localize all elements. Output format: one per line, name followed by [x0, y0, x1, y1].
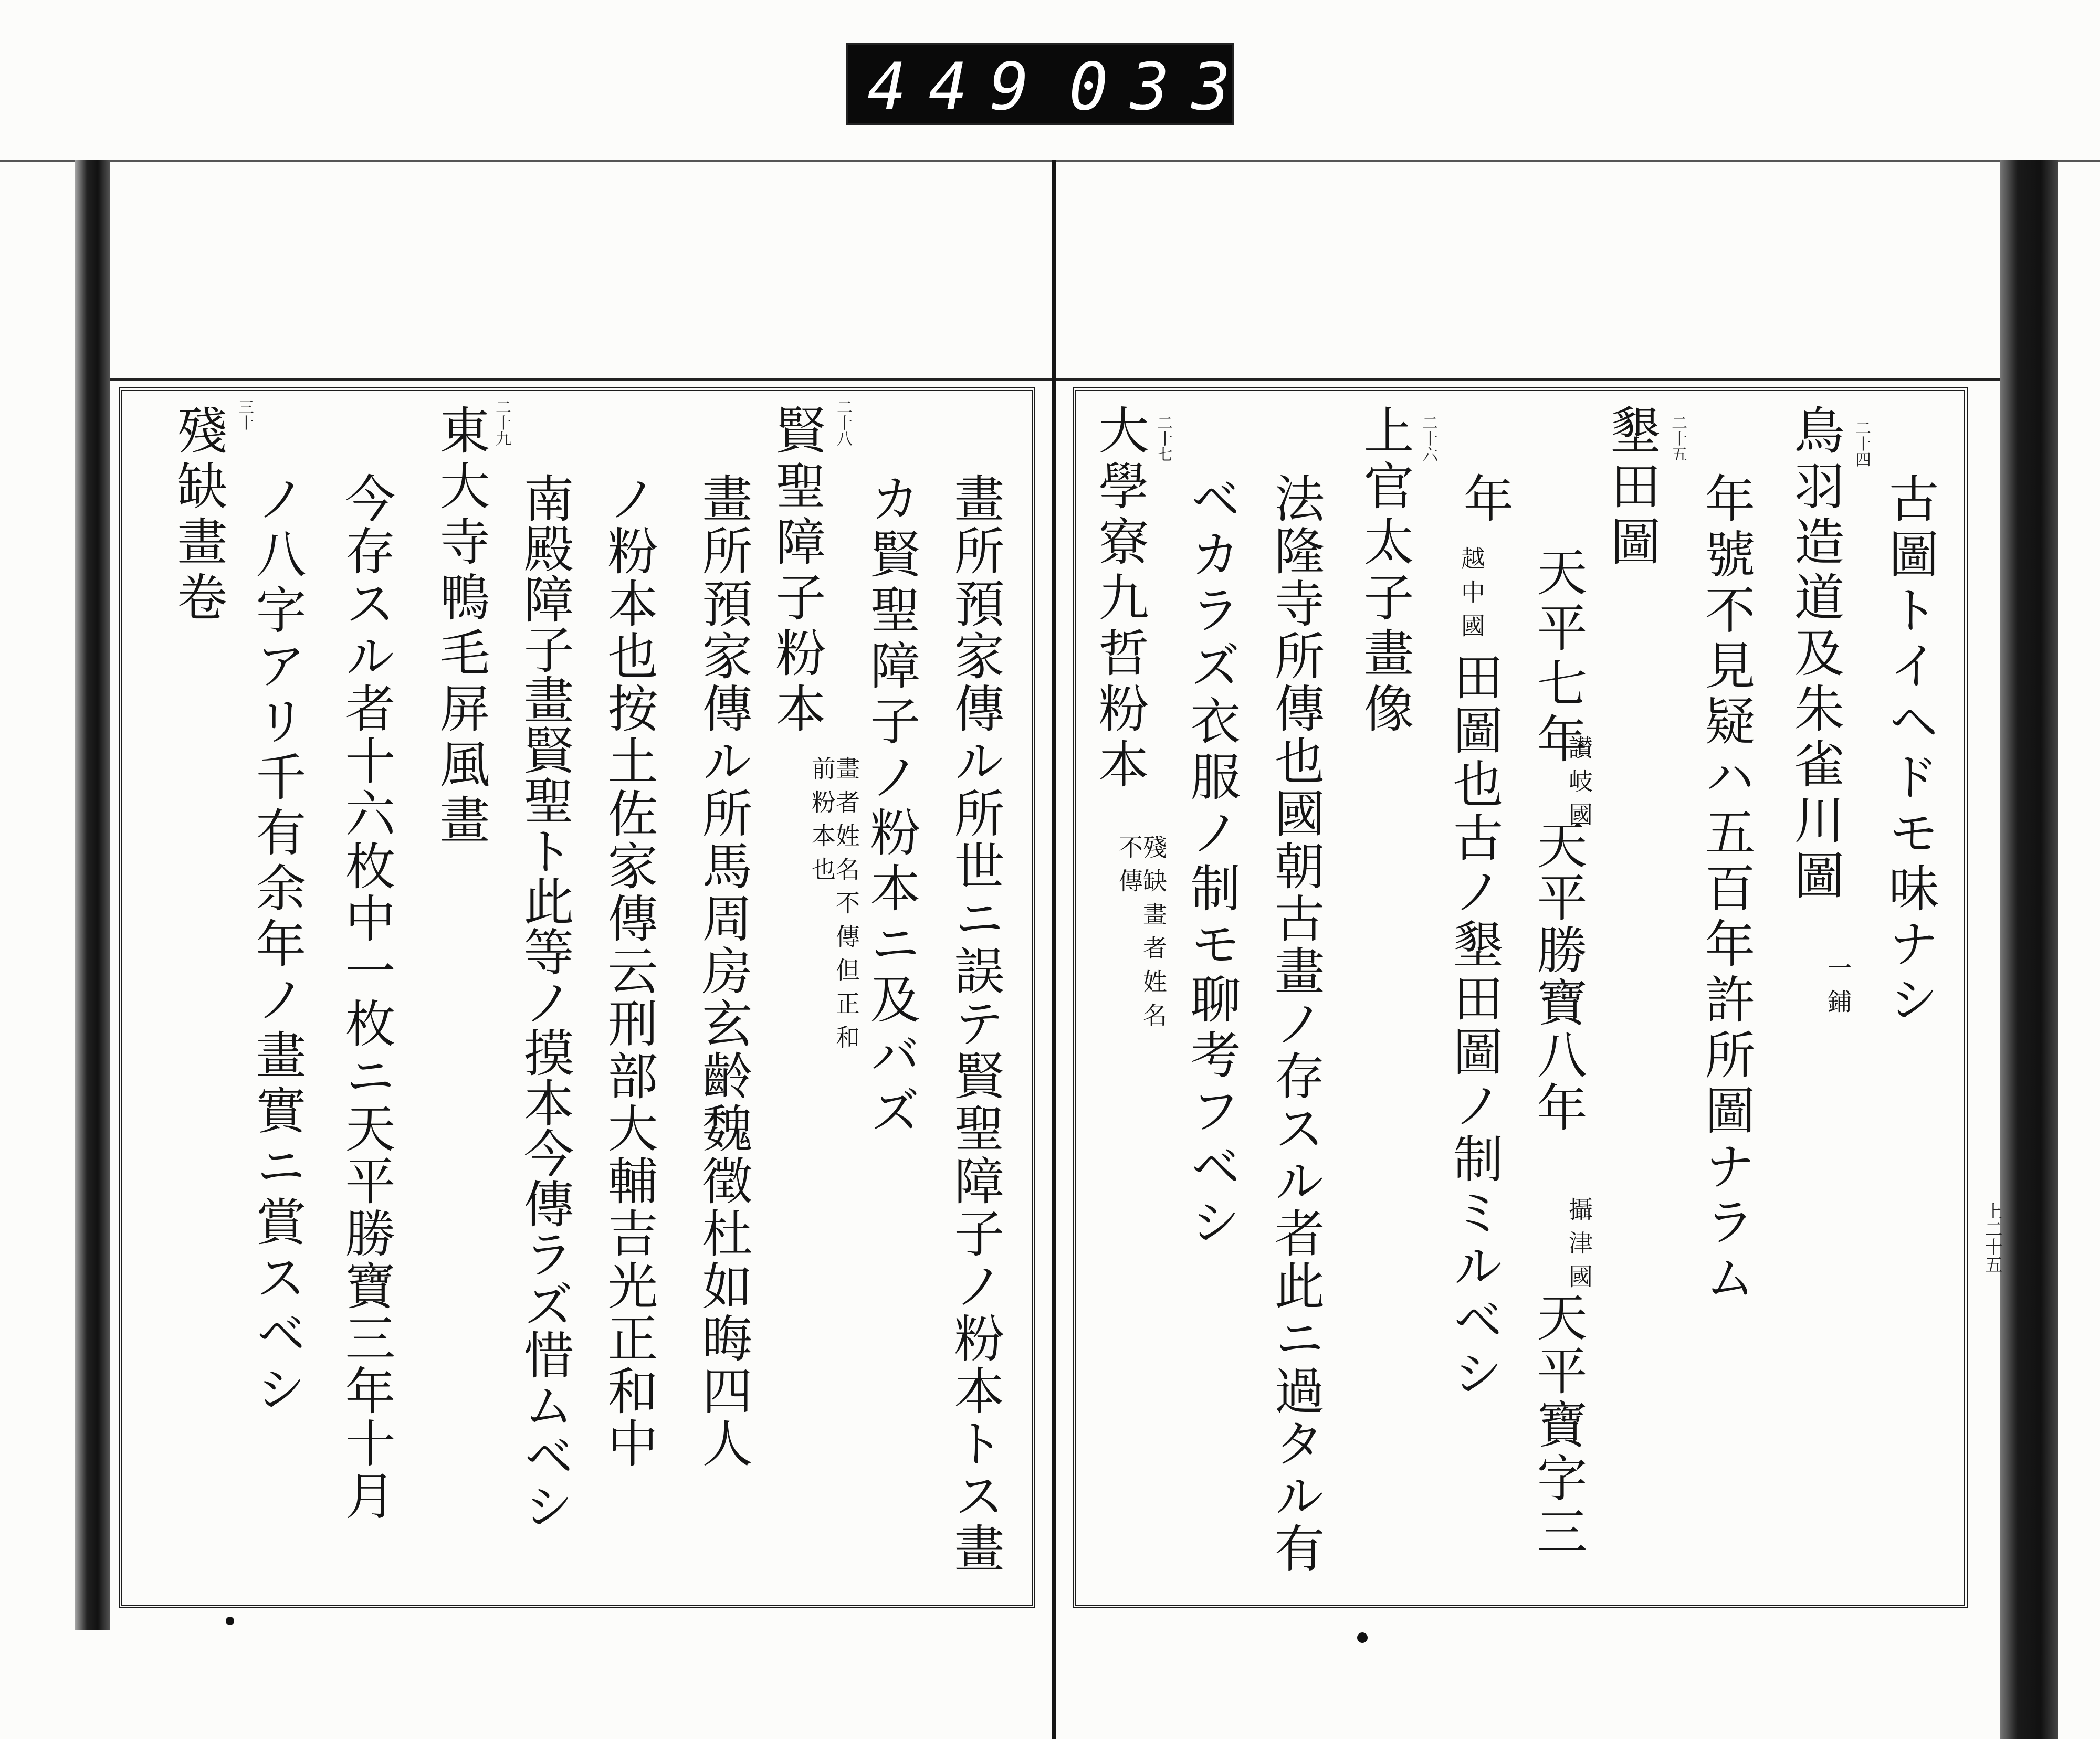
text-column: 天平勝寶八年 [1529, 819, 1588, 1134]
entry-number: 二十九 [492, 399, 511, 446]
text-column: 賢聖障子粉本 [768, 404, 826, 738]
text-column: 墾田圖 [1602, 404, 1661, 571]
text-column: 今存スル者十六枚中一枚ニ天平勝寶三年十月 [337, 472, 396, 1522]
text-column: 年號不見疑ハ五百年許所圖ナラム [1697, 472, 1756, 1307]
film-label-left: 449 [867, 49, 1051, 125]
text-column: 天平七年 [1529, 546, 1588, 768]
text-column: ノ粉本也按土佐家傳云刑部大輔吉光正和中 [600, 472, 658, 1470]
text-column: 年 [1455, 472, 1514, 528]
text-column: 畫所預家傳ル所世ニ誤テ賢聖障子ノ粉本トス畫 [946, 472, 1005, 1575]
note-column: 畫者姓名不傳但正和前粉本也 [808, 756, 860, 1058]
text-column: 田圖也古ノ墾田圖ノ制ミルベシ [1445, 651, 1504, 1400]
entry-number: 二十七 [1154, 415, 1172, 462]
film-label-right: 033 [1069, 49, 1253, 125]
note-column: 讃岐國 [1565, 735, 1593, 836]
left-book-edge [75, 160, 110, 1630]
text-column: 法隆寺所傳也國朝古畫ノ存スル者此ニ過タル有 [1266, 472, 1325, 1575]
text-column: 古圖トイヘドモ味ナシ [1881, 472, 1939, 1029]
entry-number: 二十八 [834, 399, 852, 446]
right-page-upper-margin [1056, 160, 2000, 381]
text-column: 殘缺畫卷 [169, 404, 228, 627]
note-column: 殘缺畫者姓名不傳 [1115, 835, 1168, 1036]
left-page-upper-margin [110, 160, 1052, 381]
right-book-edge [2000, 160, 2058, 1739]
film-frame-label [846, 43, 1253, 125]
entry-number: 二十五 [1668, 415, 1687, 462]
text-column: カ賢聖障子ノ粉本ニ及バズ [862, 472, 921, 1140]
ink-speck [226, 1617, 234, 1625]
text-column: 畫所預家傳ル所馬周房玄齡魏徵杜如晦四人 [694, 472, 753, 1470]
text-column: ノ八字アリ千有余年ノ畫實ニ賞スベシ [248, 472, 307, 1418]
ink-speck [1357, 1632, 1368, 1643]
note-column: 攝津國 [1565, 1197, 1593, 1298]
entry-number: 三十 [235, 399, 254, 430]
text-column: 天平寶字三 [1529, 1291, 1588, 1559]
text-column: 南殿障子畫賢聖ト此等ノ摸本今傳ラズ惜ムベシ [516, 472, 574, 1531]
note-column: 一鋪 [1824, 955, 1852, 1023]
page-folio: 上二十五 [1981, 1202, 2002, 1273]
text-column: 上官太子畫像 [1356, 404, 1414, 738]
entry-number: 二十六 [1419, 415, 1437, 462]
text-column: 東大寺鴨毛屏風畫 [432, 404, 490, 849]
note-column: 越中國 [1457, 546, 1486, 647]
entry-number: 二十四 [1852, 420, 1871, 467]
text-column: ベカラズ衣服ノ制モ聊考フベシ [1182, 472, 1241, 1251]
text-column: 鳥羽造道及朱雀川圖 [1786, 404, 1845, 905]
book-gutter [1052, 160, 1056, 1739]
text-column: 大學寮九哲粉本 [1090, 404, 1149, 794]
